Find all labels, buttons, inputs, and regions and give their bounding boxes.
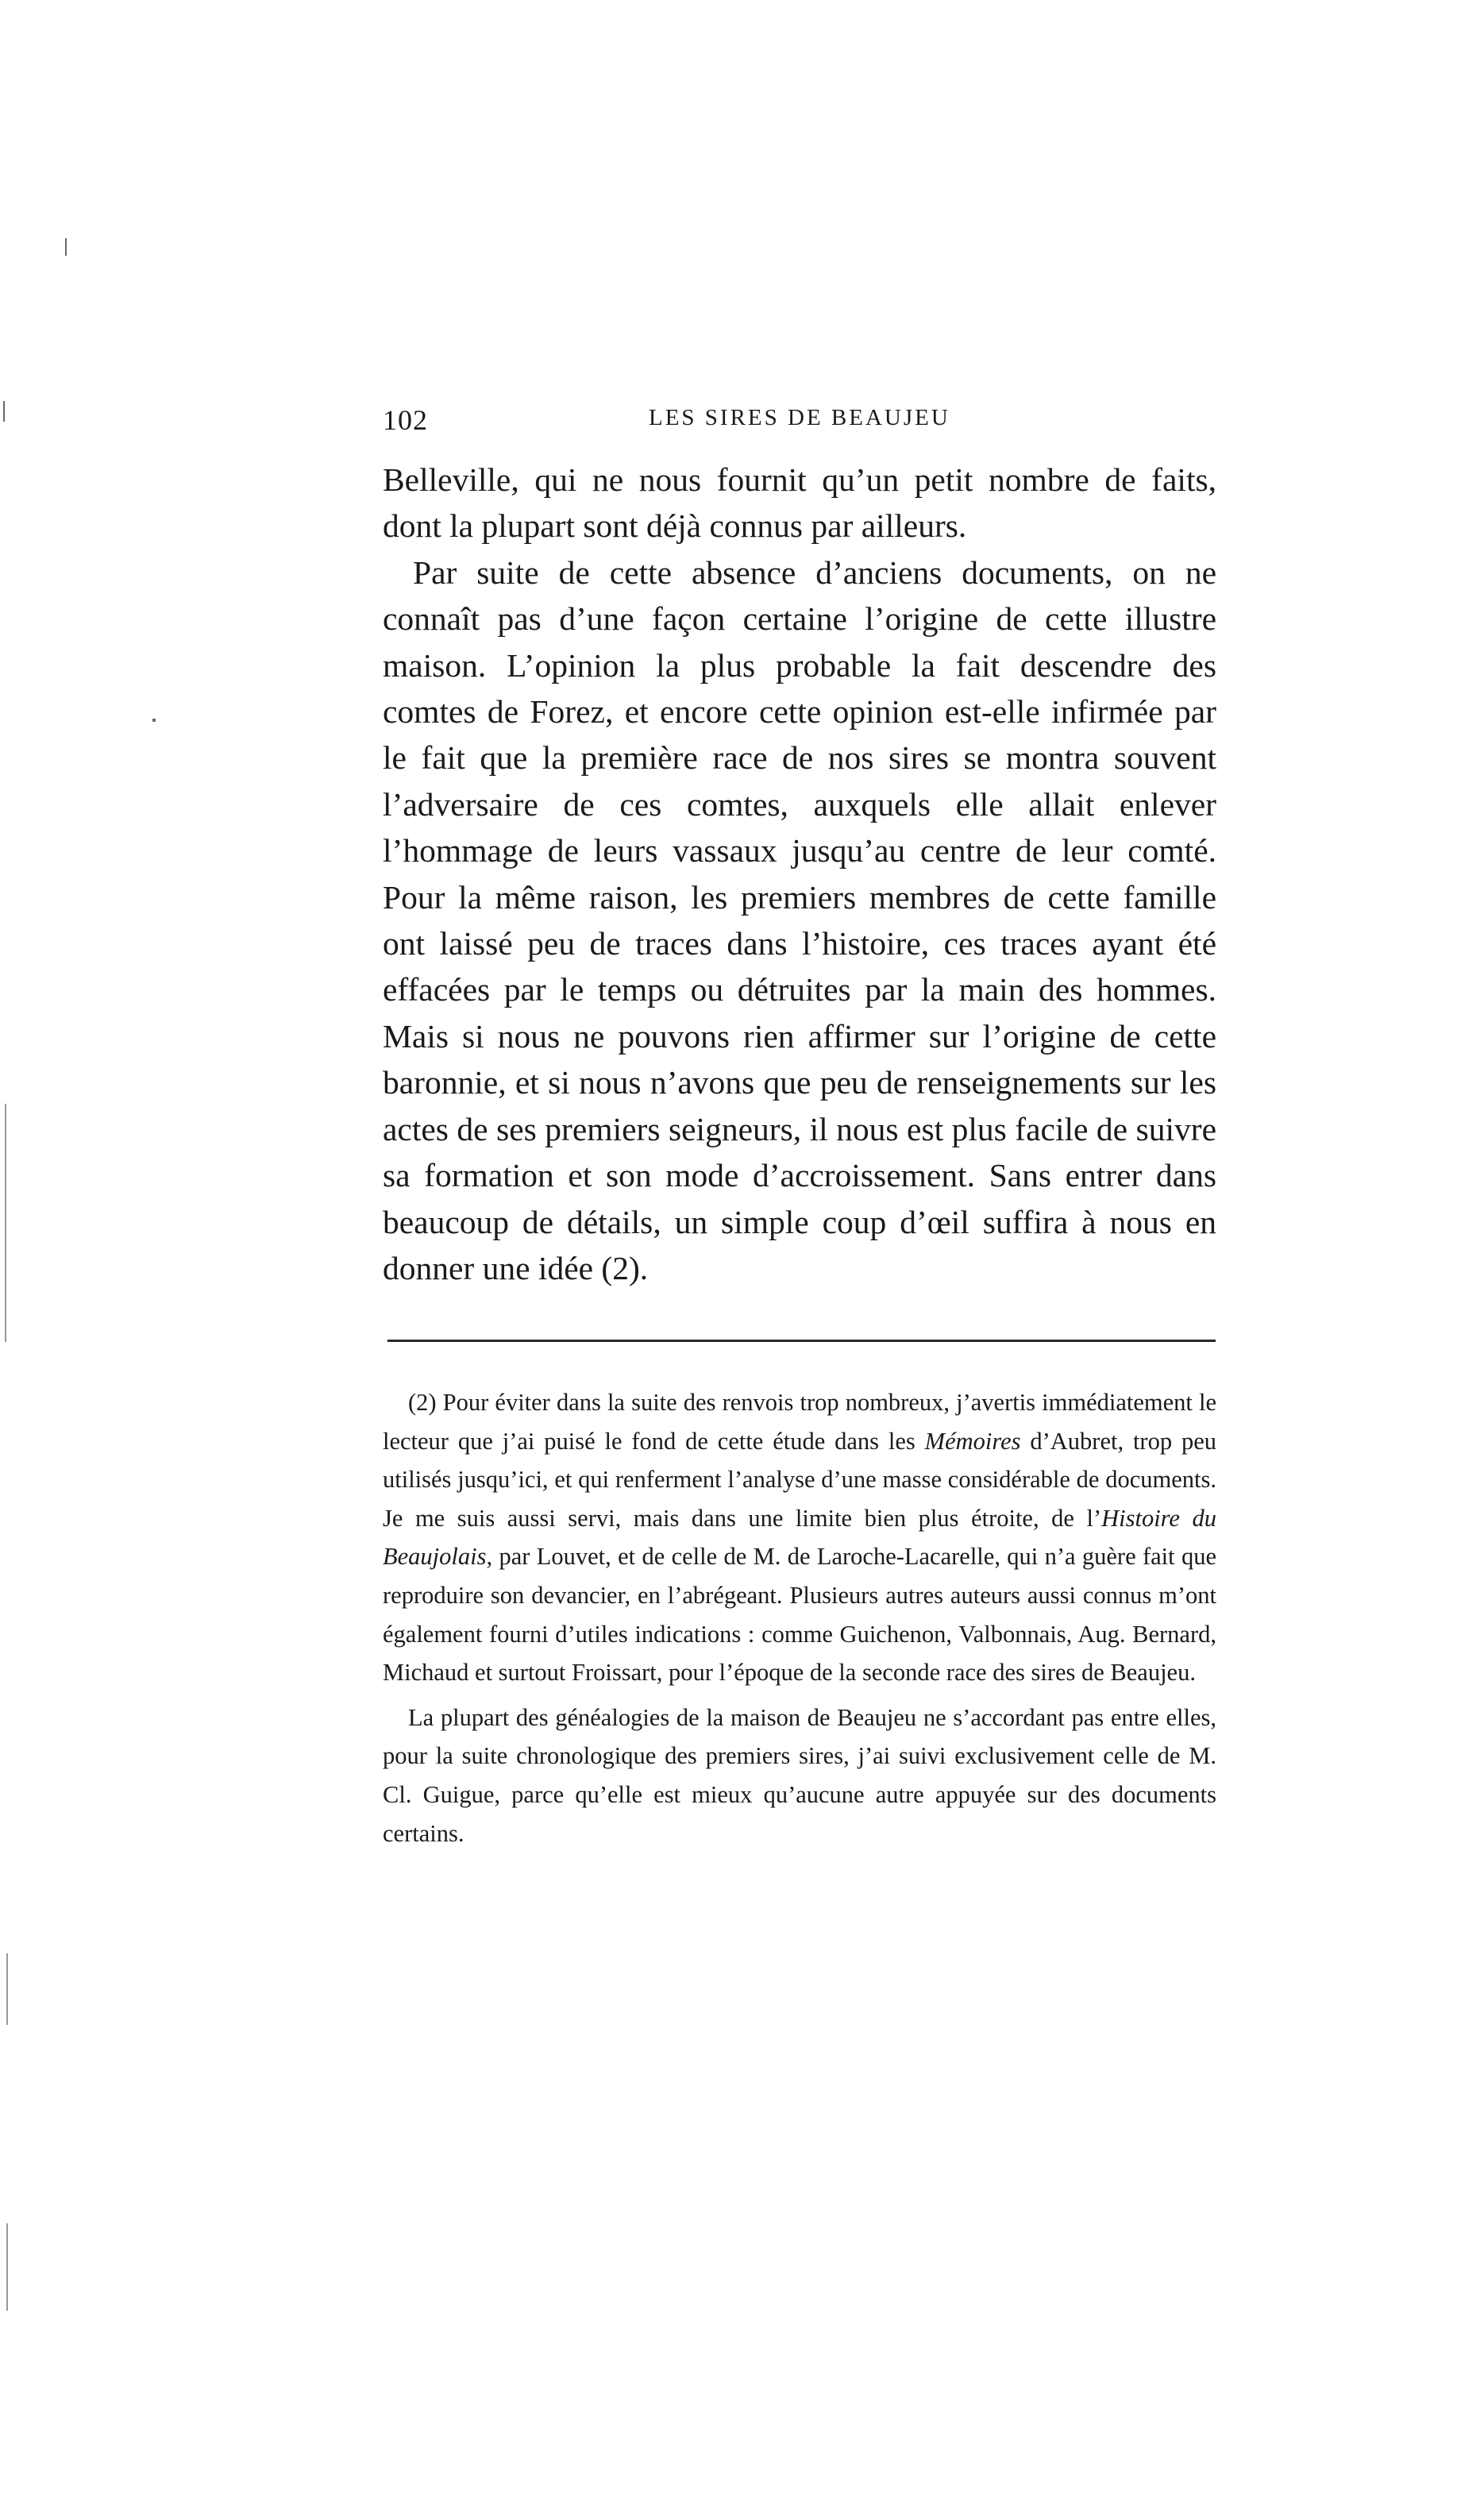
scan-edge-mark (6, 1953, 8, 2025)
work-title: Histoire du Beaujolais, (383, 1504, 1216, 1571)
footnotes (383, 1383, 1216, 1853)
running-title: LES SIRES DE BEAUJEU (649, 405, 950, 430)
footnote-2-continued: La plupart des généalogies de la maison de Beaujeu ne s’accordant pas entre elles, pour la suite chronologique des premiers sires, j’ai suivi exclusivement celle de M. Cl. Guigue, parce qu’elle est mieux qu’aucune autre appuyée sur des documents certains. (383, 1703, 1216, 1847)
work-title: Mémoires (924, 1427, 1021, 1455)
footnote-text: d’Aubret, trop peu utilisés jusqu’ici, et qui renferment l’analyse d’une masse considérable de documents. Je me suis aussi servi, mais dans une limite bien plus étroite, de l’ (383, 1427, 1216, 1532)
main-text (383, 457, 1216, 1291)
page-number: 102 (383, 404, 428, 436)
paragraph: Par suite de cette absence d’anciens documents, on ne connaît pas d’une façon certaine l’origine de cette illustre maison. L’opinion la plus probable la fait descendre des comtes de Forez, et encore cette opinion est-elle infirmée par le fait que la première race de nos sires se montra souvent l’adversaire de ces comtes, auxquels elle allait enlever l’hommage de leurs vassaux jusqu’au centre de leur comté. Pour la même raison, les premiers membres de cette famille ont laissé peu de traces dans l’histoire, ces traces ayant été effacées par le temps ou détruites par la main des hommes. Mais si nous ne pouvons rien affirmer sur l’origine de cette baronnie, et si nous n’avons que peu de renseignements sur les actes de ses premiers seigneurs, il nous est plus facile de suivre sa formation et son mode d’accroissement. Sans entrer dans beaucoup de détails, un simple coup d’œil suffira à nous en donner une idée (2). (383, 553, 1216, 1286)
footnote-2 (383, 1383, 1216, 1692)
scan-edge-mark (65, 238, 67, 256)
footnote-text: par Louvet, et de celle de M. de Laroche-Lacarelle, qui n’a guère fait que reproduire son devancier, en l’abrégeant. Plusieurs autres auteurs aussi connus m’ont également fourni d’utiles indications : comme Guichenon, Valbonnais, Aug. Bernard, Michaud et surtout Froissart, pour l’époque de la seconde race des sires de Beaujeu. (383, 1543, 1216, 1687)
footnote-text: (2) Pour éviter dans la suite des renvois trop nombreux, j’avertis immédiatement le lecteur que j’ai puisé le fond de cette étude dans les (383, 1389, 1216, 1455)
footnote-divider (387, 1340, 1216, 1342)
running-head (383, 397, 1216, 445)
scan-edge-mark (5, 1104, 6, 1342)
paragraph: Belleville, qui ne nous fournit qu’un petit nombre de faits, dont la plupart sont déjà connus par ailleurs. (383, 461, 1216, 545)
scan-edge-mark (6, 2223, 8, 2311)
scan-edge-mark (152, 719, 156, 722)
scan-edge-mark (3, 401, 5, 422)
